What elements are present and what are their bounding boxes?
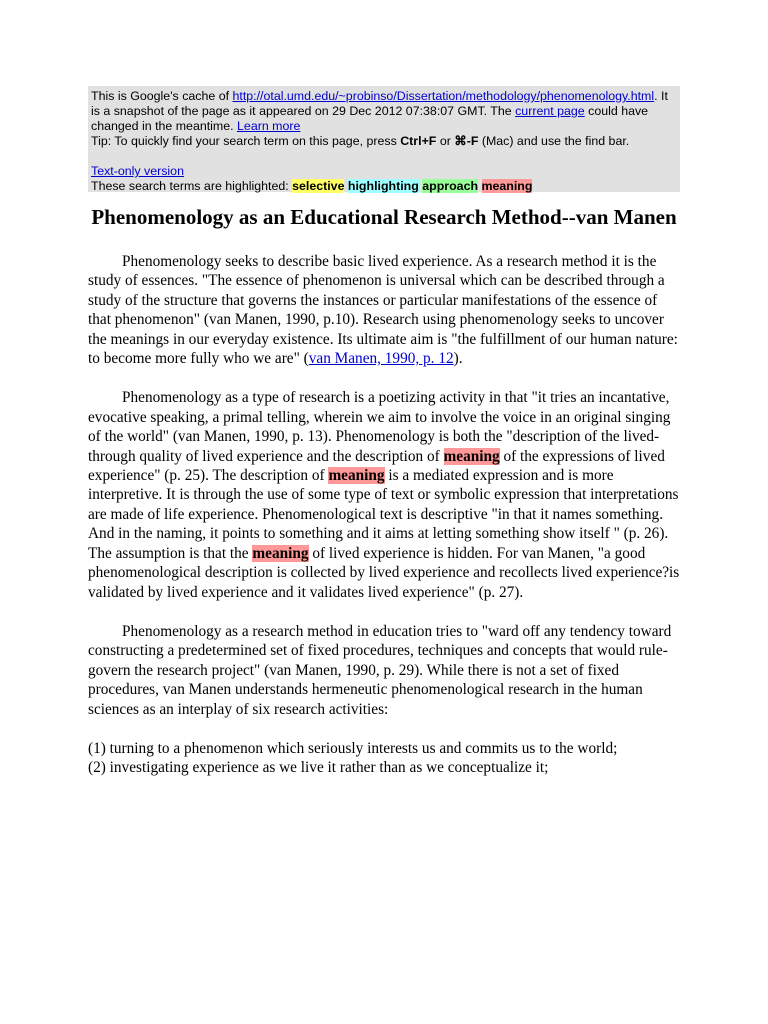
highlighted-meaning: meaning [328, 467, 385, 485]
tip-key-ctrl-f: Ctrl+F [400, 134, 437, 148]
cache-notice-box [88, 86, 680, 192]
cache-intro [91, 89, 677, 134]
tip-prefix: Tip: To quickly find your search term on this page, press [91, 134, 401, 148]
cached-url-link[interactable]: http://otal.umd.edu/~probinso/Dissertation/methodology/phenomenology.html [232, 89, 655, 103]
paragraph-2-text-b: of the expressions of lived experience" (p. 25). The description of [88, 447, 665, 485]
current-page-link[interactable]: current page [515, 104, 585, 118]
page-title: Phenomenology as an Educational Research Method--van Manen [91, 205, 677, 229]
tip-suffix: (Mac) and use the find bar. [478, 134, 630, 148]
paragraph-2 [88, 388, 680, 601]
title-spacer [88, 230, 680, 252]
paragraph-2-text-c: is a mediated expression and is more interpretive. It is through the use of some type of text or symbolic expression that interpretations are made of life experience. Phenomenological text is descriptive "in that it names something. And in the naming, it points to something and it aims at letting something show itself " (p. 26). The assumption is that the [88, 467, 679, 562]
highlighted-meaning: meaning [443, 447, 500, 465]
paragraph-2-text-d: of lived experience is hidden. For van Manen, "a good phenomenological description is collected by lived experience and recollects lived experience?is validated by lived experience and it validates lived experience" (p. 27). [88, 544, 680, 601]
paragraph-1-end: ). [453, 350, 463, 368]
term-approach: approach [422, 179, 479, 193]
highlighted-terms-row [91, 179, 677, 194]
text-only-version-link[interactable]: Text-only version [91, 164, 184, 178]
tip-or: or [436, 134, 455, 148]
list-item: (1) turning to a phenomenon which seriously interests us and commits us to the world; [88, 739, 618, 757]
cache-changed-text: could have changed in the meantime. [91, 104, 649, 133]
text-only-row [91, 164, 677, 179]
article-body [88, 204, 680, 778]
highlighted-meaning: meaning [252, 544, 309, 562]
cache-gap [91, 149, 677, 164]
cache-intro-suffix: . It is a snapshot of the page as it appeared on 29 Dec 2012 07:38:07 GMT. The [91, 89, 668, 118]
paragraph-3: Phenomenology as a research method in education tries to "ward off any tendency toward constructing a predetermined set of fixed procedures, techniques and concepts that would rule-govern the research project" (van Manen, 1990, p. 29). While there is not a set of fixed procedures, van Manen understands hermeneutic phenomenological research in the human sciences as an interplay of six research activities: [88, 622, 672, 718]
paragraph-spacer [88, 719, 680, 739]
citation-link[interactable]: van Manen, 1990, p. 12 [308, 350, 454, 368]
tip-key-cmd-f: ⌘-F [454, 134, 479, 148]
list-item: (2) investigating experience as we live it rather than as we conceptualize it; [88, 759, 549, 777]
learn-more-link[interactable]: Learn more [237, 119, 301, 133]
paragraph-2-text-a: Phenomenology as a type of research is a poetizing activity in that "it tries an incantative, evocative speaking, a primal telling, wherein we aim to involve the voice in an original singing of the world" (van Manen, 1990, p. 13). Phenomenology is both the "description of the lived-through quality of lived experience and the description of [88, 389, 671, 465]
highlight-intro: These search terms are highlighted: [91, 179, 293, 193]
term-selective: selective [292, 179, 345, 193]
paragraph-1 [88, 252, 680, 368]
term-highlighting: highlighting [347, 179, 419, 193]
paragraph-spacer [88, 368, 680, 388]
paragraph-spacer [88, 602, 680, 622]
term-meaning: meaning [481, 179, 533, 193]
paragraph-1-text: Phenomenology seeks to describe basic lived experience. As a research method it is the study of essences. "The essence of phenomenon is universal which can be described through a study of the structure that governs the instances or particular manifestations of the essence of that phenomenon" (van Manen, 1990, p.10). Research using phenomenology seeks to uncover the meanings in our everyday existence. Its ultimate aim is "the fulfillment of our human nature: to become more fully who we are" ( [88, 253, 678, 368]
cache-intro-prefix: This is Google's cache of [91, 89, 233, 103]
search-tip [91, 134, 677, 149]
